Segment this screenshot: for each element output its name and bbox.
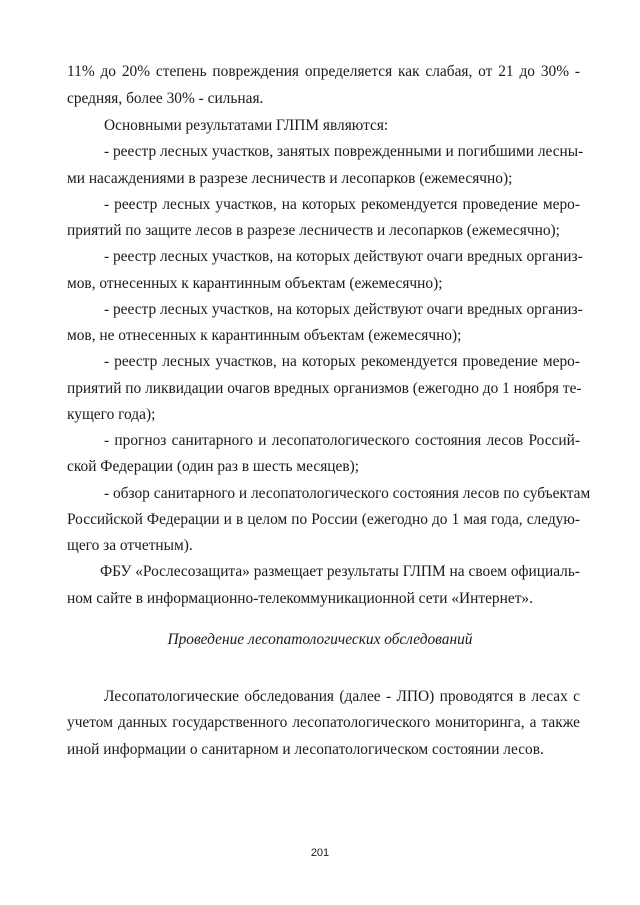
text-line: - реестр лесных участков, на которых действуют очаги вредных организ- — [104, 301, 583, 318]
text-line: мов, отнесенных к карантинным объектам (ежемесячно); — [67, 275, 443, 292]
text-line: ми насаждениями в разрезе лесничеств и лесопарков (ежемесячно); — [67, 170, 513, 187]
text-line: - прогноз санитарного и лесопатологического состояния лесов Россий- — [104, 432, 580, 449]
text-line: - реестр лесных участков, занятых поврежденными и погибшими лесны- — [104, 143, 584, 160]
text-line: мов, не отнесенных к карантинным объектам (ежемесячно); — [67, 327, 462, 344]
text-line: иной информации о санитарном и лесопатологическом состоянии лесов. — [67, 741, 544, 758]
text-line: кущего года); — [67, 406, 156, 423]
text-line: приятий по ликвидации очагов вредных организмов (ежегодно до 1 ноября те- — [67, 380, 582, 397]
text-line: - обзор санитарного и лесопатологического состояния лесов по субъектам — [104, 485, 591, 502]
text-line: щего за отчетным). — [67, 537, 193, 554]
text-line: - реестр лесных участков, на которых действуют очаги вредных организ- — [104, 248, 583, 265]
text-line: ской Федерации (один раз в шесть месяцев); — [67, 458, 360, 475]
text-line: Лесопатологические обследования (далее - ЛПО) проводятся в лесах с — [104, 688, 580, 705]
text-line: - реестр лесных участков, на которых рекомендуется проведение меро- — [104, 353, 580, 370]
text-line: ном сайте в информационно-телекоммуникационной сети «Интернет». — [67, 590, 533, 607]
text-line: приятий по защите лесов в разрезе лесничеств и лесопарков (ежемесячно); — [67, 222, 560, 239]
text-line: средняя, более 30% - сильная. — [67, 90, 264, 107]
text-line: 11% до 20% степень повреждения определяется как слабая, от 21 до 30% - — [67, 63, 580, 80]
page-number: 201 — [310, 847, 330, 859]
text-line: Российской Федерации и в целом по России (ежегодно до 1 мая года, следую- — [67, 511, 580, 528]
text-line: учетом данных государственного лесопатологического мониторинга, а также — [67, 714, 580, 731]
text-line: ФБУ «Рослесозащита» размещает результаты ГЛПМ на своем официаль- — [100, 563, 580, 580]
text-line: Основными результатами ГЛПМ являются: — [104, 117, 389, 134]
text-line: - реестр лесных участков, на которых рекомендуется проведение меро- — [104, 196, 580, 213]
section-heading: Проведение лесопатологических обследований — [167, 631, 473, 648]
